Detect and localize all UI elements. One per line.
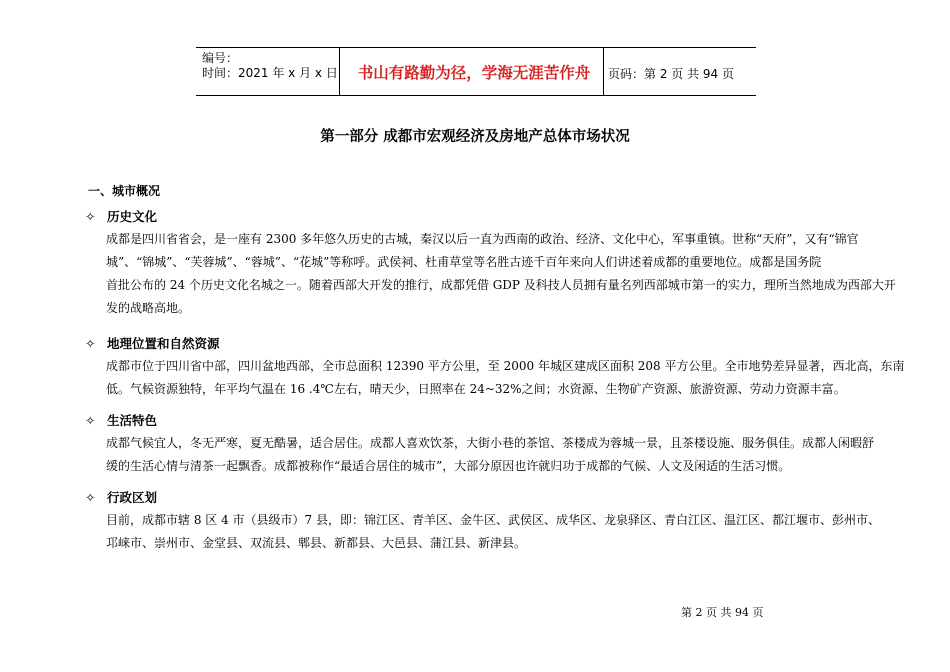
header-page-info: 页码：第 2 页 共 94 页 — [608, 67, 734, 81]
header-bottom-rule — [196, 95, 756, 96]
paragraph-line: 目前，成都市辖 8 区 4 市（县级市）7 县，即：锦江区、青羊区、金牛区、武侯区、成华区、龙泉驿区、青白江区、温江区、都江堰市、彭州市、 — [106, 513, 880, 527]
paragraph-geography — [106, 355, 905, 401]
subsection-heading-geography: ✧ 地理位置和自然资源 — [85, 336, 220, 351]
header-meta — [202, 51, 338, 81]
header-top-rule — [196, 47, 756, 48]
diamond-bullet-icon: ✧ — [85, 336, 96, 351]
diamond-bullet-icon: ✧ — [85, 209, 96, 224]
paragraph-line: 成都是四川省省会，是一座有 2300 多年悠久历史的古城，秦汉以后一直为西南的政治、经济、文化中心，军事重镇。世称“天府”，又有“锦官 — [106, 232, 859, 246]
paragraph-history — [106, 228, 896, 320]
paragraph-administration — [106, 509, 880, 555]
diamond-bullet-icon: ✧ — [85, 490, 96, 505]
date-line: 时间：2021 年 x 月 x 日 — [202, 66, 338, 80]
paragraph-line: 成都市位于四川省中部，四川盆地西部，全市总面积 12390 平方公里，至 2000 年城区建成区面积 208 平方公里。全市地势差异显著，西北高，东南 — [106, 359, 905, 373]
paragraph-line: 城”、“锦城”、“芙蓉城”、“蓉城”、“花城”等称呼。武侯祠、杜甫草堂等名胜古迹千百年来向人们讲述着成都的重要地位。成都是国务院 — [106, 255, 822, 269]
subsection-heading-history: ✧ 历史文化 — [85, 209, 158, 224]
header-motto: 书山有路勤为径，学海无涯苦作舟 — [357, 64, 591, 82]
paragraph-line: 发的战略高地。 — [106, 301, 191, 315]
page-header — [196, 47, 756, 97]
section-heading: 一、城市概况 — [88, 184, 161, 198]
paragraph-line: 成都气候宜人，冬无严寒，夏无酷暑，适合居住。成都人喜欢饮茶，大街小巷的茶馆、茶楼成为蓉城一景，且茶楼设施、服务俱佳。成都人闲暇舒 — [106, 436, 875, 450]
paragraph-lifestyle — [106, 432, 875, 478]
paragraph-line: 低。气候资源独特，年平均气温在 16 .4℃左右，晴天少，日照率在 24~32%之间；水资源、生物矿产资源、旅游资源、劳动力资源丰富。 — [106, 382, 846, 396]
serial-label: 编号： — [202, 51, 239, 65]
page-footer: 第 2 页 共 94 页 — [681, 606, 764, 619]
header-divider-left — [339, 47, 340, 95]
paragraph-line: 邛崃市、崇州市、金堂县、双流县、郫县、新都县、大邑县、蒲江县、新津县。 — [106, 536, 527, 550]
subsection-heading-lifestyle: ✧ 生活特色 — [85, 413, 158, 428]
paragraph-line: 首批公布的 24 个历史文化名城之一。随着西部大开发的推行，成都凭借 GDP 及科技人员拥有量名列西部城市第一的实力，理所当然地成为西部大开 — [106, 278, 896, 292]
subsection-heading-administration: ✧ 行政区划 — [85, 490, 158, 505]
document-title: 第一部分 成都市宏观经济及房地产总体市场状况 — [320, 129, 630, 145]
diamond-bullet-icon: ✧ — [85, 413, 96, 428]
paragraph-line: 缓的生活心情与清茶一起飘香。成都被称作“最适合居住的城市”，大部分原因也许就归功于成都的气候、人文及闲适的生活习惯。 — [106, 459, 791, 473]
